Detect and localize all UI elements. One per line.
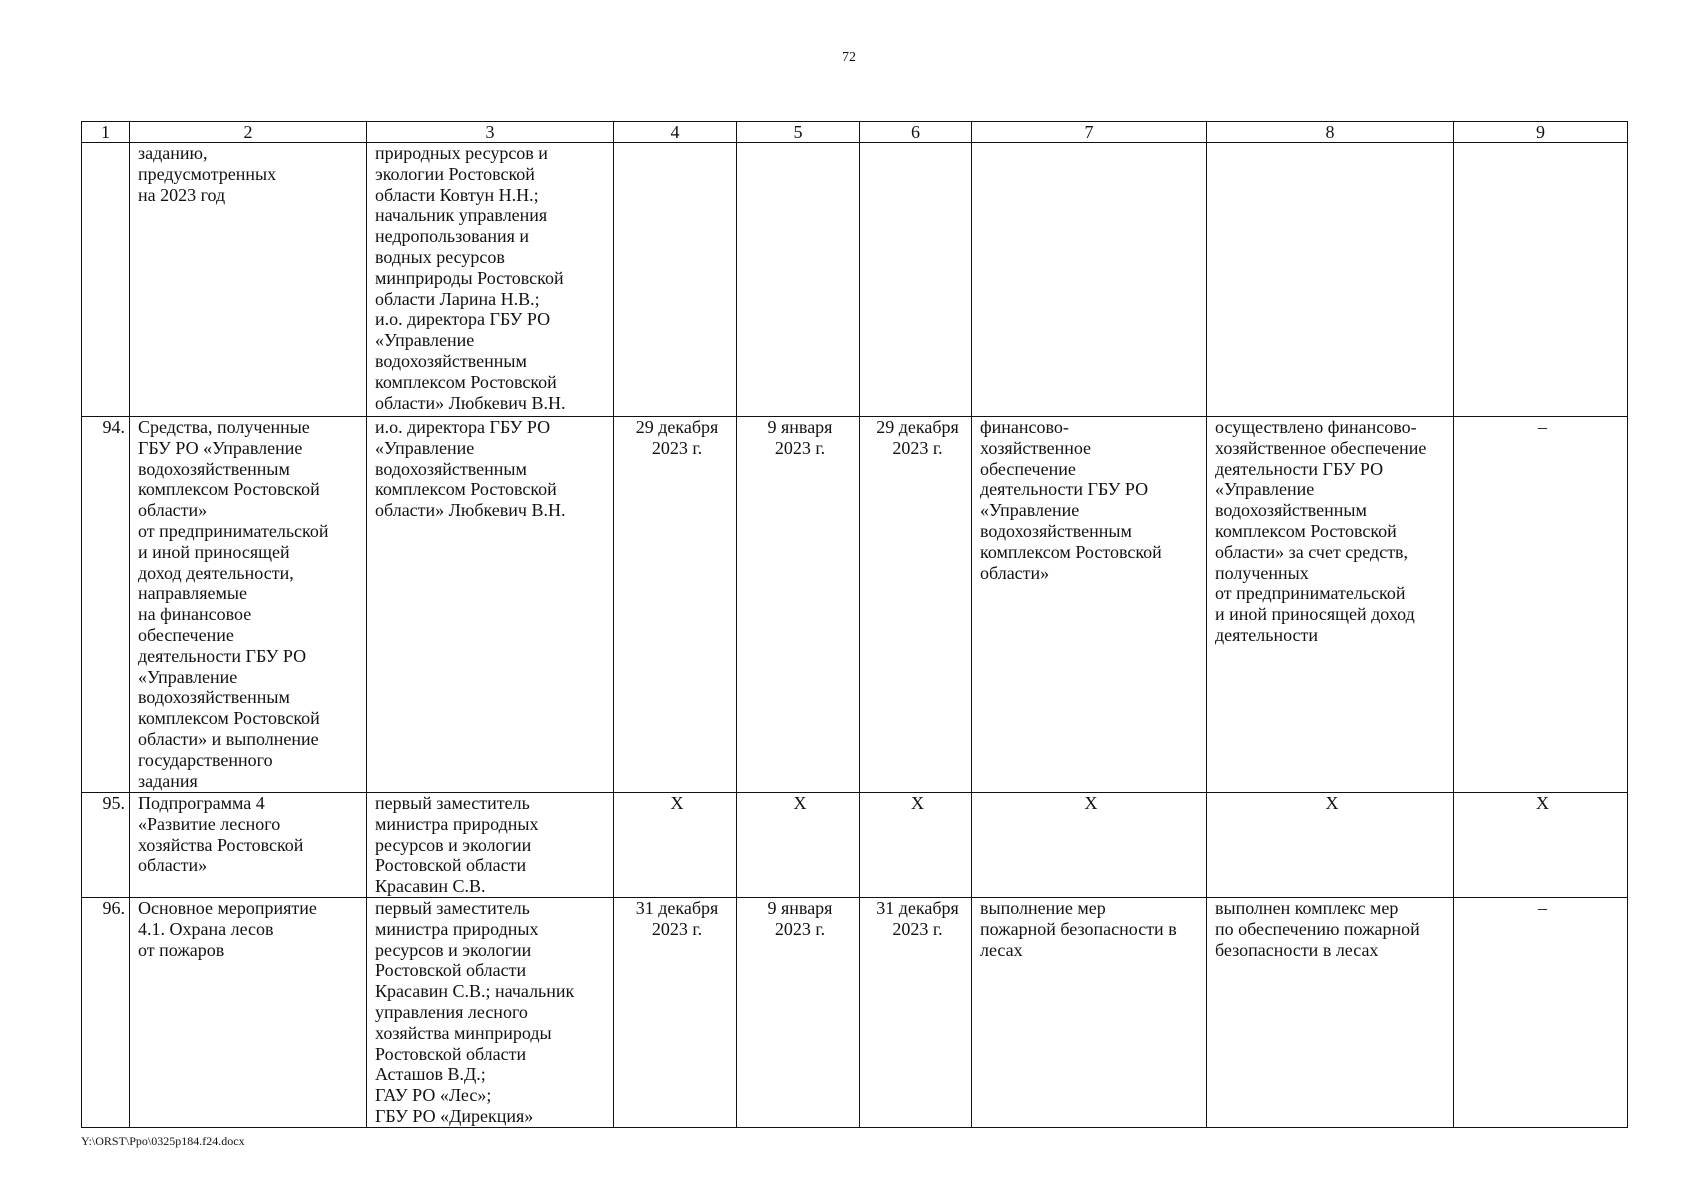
planned-date-cell <box>614 143 737 417</box>
responsible-cell: природных ресурсов и экологии Ростовской области Ковтун Н.Н.; начальник управления недропользования и водных ресурсов минприроды Ростовской области Ларина Н.В.; и.о. директора ГБУ РО «Управление водохозяйственным комплексом Ростовской области» Любкевич В.Н. <box>367 143 614 417</box>
problems-cell: – <box>1454 897 1628 1127</box>
measure-name-cell: Средства, полученные ГБУ РО «Управление водохозяйственным комплексом Ростовской области» от предпринимательской и иной приносящей доход деятельности, направляемые на финансовое обеспечение деятельности ГБУ РО «Управление водохозяйственным комплексом Ростовской области» и выполнение государственного задания <box>130 417 367 793</box>
column-header: 8 <box>1207 122 1454 143</box>
actual-result-cell: Х <box>1207 793 1454 898</box>
file-path-footer: Y:\ORST\Ppo\0325p184.f24.docx <box>81 1134 245 1148</box>
planned-date-cell: Х <box>614 793 737 898</box>
actual-end-cell: 29 декабря 2023 г. <box>860 417 972 793</box>
column-header: 5 <box>737 122 860 143</box>
row-number-cell: 95. <box>82 793 130 898</box>
column-header: 1 <box>82 122 130 143</box>
problems-cell: Х <box>1454 793 1628 898</box>
actual-end-cell: 31 декабря 2023 г. <box>860 897 972 1127</box>
column-header: 2 <box>130 122 367 143</box>
problems-cell <box>1454 143 1628 417</box>
responsible-cell: и.о. директора ГБУ РО «Управление водохозяйственным комплексом Ростовской области» Любкевич В.Н. <box>367 417 614 793</box>
row-number-cell <box>82 143 130 417</box>
planned-date-cell: 29 декабря 2023 г. <box>614 417 737 793</box>
table-row <box>82 793 1628 898</box>
measure-name-cell: Подпрограмма 4 «Развитие лесного хозяйства Ростовской области» <box>130 793 367 898</box>
column-header: 4 <box>614 122 737 143</box>
actual-start-cell: 9 января 2023 г. <box>737 897 860 1127</box>
problems-cell: – <box>1454 417 1628 793</box>
page-number: 72 <box>842 50 856 65</box>
expected-result-cell: выполнение мер пожарной безопасности в лесах <box>972 897 1207 1127</box>
row-number-cell: 96. <box>82 897 130 1127</box>
column-header: 6 <box>860 122 972 143</box>
actual-start-cell <box>737 143 860 417</box>
actual-result-cell: осуществлено финансово- хозяйственное обеспечение деятельности ГБУ РО «Управление водохозяйственным комплексом Ростовской области» за счет средств, полученных от предпринимательской и иной приносящей доход деятельности <box>1207 417 1454 793</box>
expected-result-cell: Х <box>972 793 1207 898</box>
expected-result-cell <box>972 143 1207 417</box>
actual-end-cell: Х <box>860 793 972 898</box>
table-row <box>82 417 1628 793</box>
measure-name-cell: Основное мероприятие 4.1. Охрана лесов от пожаров <box>130 897 367 1127</box>
actual-end-cell <box>860 143 972 417</box>
actual-start-cell: 9 января 2023 г. <box>737 417 860 793</box>
actual-start-cell: Х <box>737 793 860 898</box>
responsible-cell: первый заместитель министра природных ресурсов и экологии Ростовской области Красавин С.В. <box>367 793 614 898</box>
planned-date-cell: 31 декабря 2023 г. <box>614 897 737 1127</box>
expected-result-cell: финансово- хозяйственное обеспечение деятельности ГБУ РО «Управление водохозяйственным комплексом Ростовской области» <box>972 417 1207 793</box>
table-row <box>82 897 1628 1127</box>
table-row <box>82 143 1628 417</box>
actual-result-cell: выполнен комплекс мер по обеспечению пожарной безопасности в лесах <box>1207 897 1454 1127</box>
header-row <box>82 122 1628 143</box>
responsible-cell: первый заместитель министра природных ресурсов и экологии Ростовской области Красавин С.В.; начальник управления лесного хозяйства минприроды Ростовской области Асташов В.Д.; ГАУ РО «Лес»; ГБУ РО «Дирекция» <box>367 897 614 1127</box>
measure-name-cell: заданию, предусмотренных на 2023 год <box>130 143 367 417</box>
report-table <box>81 121 1628 1128</box>
actual-result-cell <box>1207 143 1454 417</box>
row-number-cell: 94. <box>82 417 130 793</box>
column-header: 3 <box>367 122 614 143</box>
column-header: 7 <box>972 122 1207 143</box>
column-header: 9 <box>1454 122 1628 143</box>
